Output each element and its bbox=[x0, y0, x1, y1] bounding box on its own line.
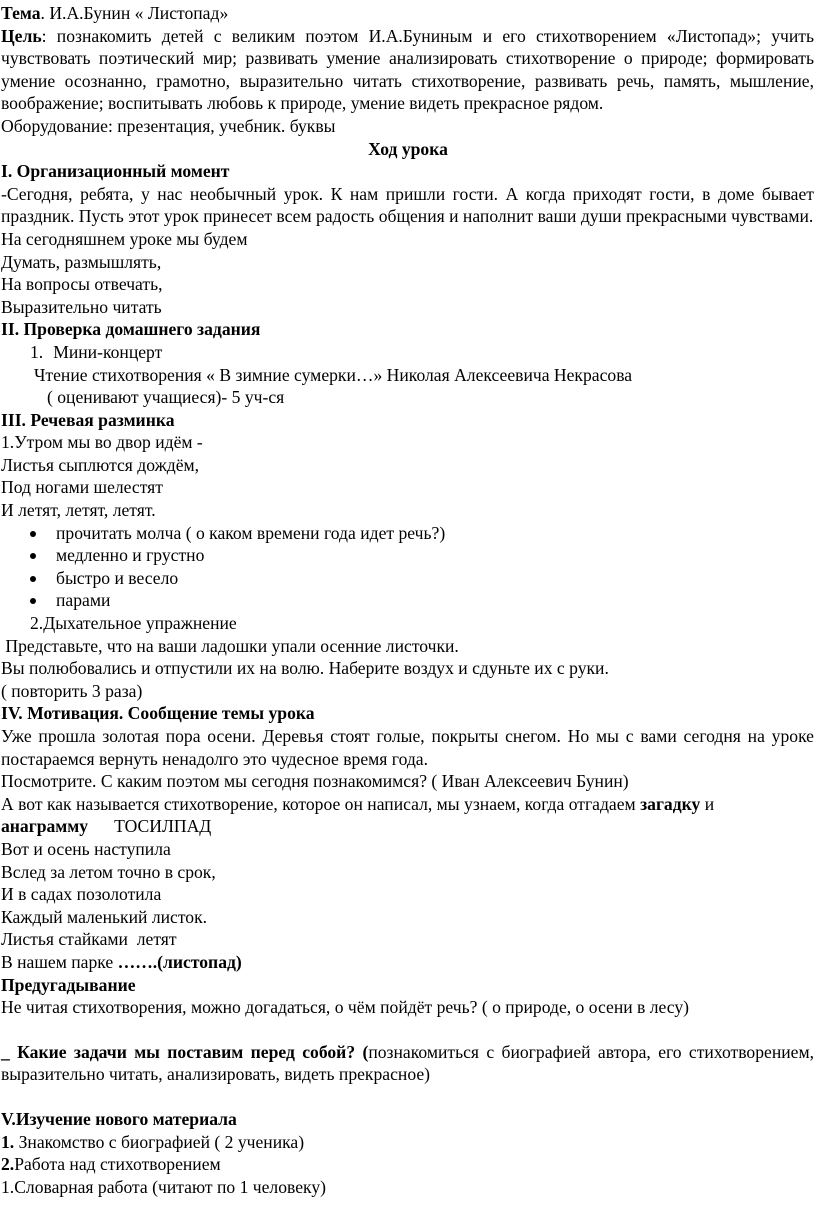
section1-line: Думать, размышлять, bbox=[1, 251, 162, 272]
bullet-text: медленно и грустно bbox=[56, 545, 205, 566]
section1-title: I. Организационный момент bbox=[1, 161, 230, 182]
riddle-line: Вот и осень наступила bbox=[1, 838, 171, 859]
course-title: Ход урока bbox=[368, 138, 448, 159]
section5-item: 1.Словарная работа (читают по 1 человеку) bbox=[1, 1176, 326, 1197]
tasks-answer: познакомиться с биографией автора, его стихотворением, выразительно читать, анализировать, видеть прекрасное) bbox=[1, 1041, 814, 1085]
section2-line1: Чтение стихотворения « В зимние сумерки…» Николая Алексеевича Некрасова bbox=[34, 364, 633, 385]
section5-item-text: Знакомство с биографией ( 2 ученика) bbox=[14, 1131, 305, 1152]
tasks-paragraph bbox=[0, 1041, 816, 1086]
bullet-icon bbox=[30, 553, 36, 559]
exercise-line: ( повторить 3 раза) bbox=[1, 680, 143, 701]
section5-item bbox=[0, 1153, 816, 1176]
bullet-icon bbox=[30, 598, 36, 604]
goal-paragraph bbox=[0, 25, 816, 115]
section5-item bbox=[0, 1131, 816, 1154]
bullet-item bbox=[0, 522, 816, 545]
riddle-line: Каждый маленький листок. bbox=[1, 906, 208, 927]
riddle-last-line bbox=[0, 951, 816, 974]
section4-intro: Уже прошла золотая пора осени. Деревья стоят голые, покрыты снегом. Но мы с вами сегодня на уроке постараемся вернуть ненадолго это чудесное время года. bbox=[1, 726, 814, 769]
topic-line bbox=[0, 2, 816, 25]
riddle-word: загадку bbox=[640, 793, 701, 814]
section2-item-number: 1. bbox=[30, 341, 44, 362]
bullet-icon bbox=[30, 531, 36, 537]
section4-question: Посмотрите. С каким поэтом мы сегодня познакомимся? ( Иван Алексеевич Бунин) bbox=[1, 771, 629, 792]
bullet-item bbox=[0, 567, 816, 590]
exercise-title: 2.Дыхательное упражнение bbox=[30, 613, 237, 634]
section2-list-item bbox=[0, 341, 816, 364]
riddle-line: Листья стайками летят bbox=[1, 929, 177, 950]
poem-line: 1.Утром мы во двор идём - bbox=[1, 432, 203, 453]
section1-line: На вопросы отвечать, bbox=[1, 274, 163, 295]
section5-item-number: 1. bbox=[1, 1131, 15, 1152]
section2-title: II. Проверка домашнего задания bbox=[1, 319, 261, 340]
riddle-intro-and: и bbox=[700, 793, 715, 814]
section3-title: III. Речевая разминка bbox=[1, 409, 175, 430]
exercise-line: Представьте, что на ваши ладошки упали осенние листочки. bbox=[1, 635, 459, 656]
bullet-text: парами bbox=[56, 590, 111, 611]
riddle-line: И в садах позолотила bbox=[1, 884, 162, 905]
section5-title: V.Изучение нового материала bbox=[1, 1108, 237, 1129]
goal-label: Цель bbox=[1, 25, 42, 46]
section2-line2: ( оценивают учащиеся)- 5 уч-ся bbox=[47, 387, 285, 408]
bullet-icon bbox=[30, 576, 36, 582]
equipment-line: Оборудование: презентация, учебник. буквы bbox=[1, 115, 336, 136]
goal-text: : познакомить детей с великим поэтом И.А.Буниным и его стихотворением «Листопад»; учить чувствовать поэтический мир; развивать умение анализировать стихотворение о природе; формировать умение осознанно, грамотно, выразительно читать стихотворение, развивать речь, память, мышление, воображение; воспитывать любовь к природе, умение видеть прекрасное рядом. bbox=[1, 25, 814, 114]
exercise-line: Вы полюбовались и отпустили их на волю. Наберите воздух и сдуньте их с руки. bbox=[1, 658, 609, 679]
section5-item-number: 2. bbox=[1, 1154, 15, 1175]
bullet-item bbox=[0, 544, 816, 567]
prediction-text: Не читая стихотворения, можно догадаться, о чём пойдёт речь? ( о природе, о осени в лесу) bbox=[1, 997, 690, 1018]
riddle-intro bbox=[0, 793, 816, 816]
bullet-text: прочитать молча ( о каком времени года идет речь?) bbox=[56, 522, 446, 543]
topic-value: . И.А.Бунин « Листопад» bbox=[40, 3, 229, 23]
section1-paragraph: -Сегодня, ребята, у нас необычный урок. К нам пришли гости. А когда приходят гости, в доме бывает праздник. Пусть этот урок принесет всем радость общения и наполнит ваши души прекрасными чувствами. bbox=[1, 183, 814, 227]
prediction-title: Предугадывание bbox=[1, 974, 136, 995]
anagram-value: ТОСИЛПАД bbox=[114, 816, 212, 837]
riddle-intro-text: А вот как называется стихотворение, которое он написал, мы узнаем, когда отгадаем bbox=[1, 793, 641, 814]
poem-line: И летят, летят, летят. bbox=[1, 500, 156, 521]
poem-line: Листья сыплются дождём, bbox=[1, 454, 200, 475]
anagram-line bbox=[0, 815, 816, 838]
section1-line: На сегодняшнем уроке мы будем bbox=[1, 228, 248, 249]
section4-title: IV. Мотивация. Сообщение темы урока bbox=[1, 703, 315, 724]
tasks-question: _ Какие задачи мы поставим перед собой? ( bbox=[1, 1041, 369, 1062]
riddle-last-text: В нашем парке bbox=[1, 951, 118, 972]
section2-item-text: Мини-концерт bbox=[53, 341, 163, 362]
riddle-line: Вслед за летом точно в срок, bbox=[1, 861, 216, 882]
section5-item-text: Работа над стихотворением bbox=[14, 1154, 221, 1175]
anagram-word: анаграмму bbox=[1, 816, 89, 837]
poem-line: Под ногами шелестят bbox=[1, 477, 163, 498]
topic-label: Тема bbox=[1, 3, 41, 23]
bullet-item bbox=[0, 589, 816, 612]
riddle-answer: …….(листопад) bbox=[117, 951, 242, 972]
bullet-text: быстро и весело bbox=[56, 567, 179, 588]
section1-line: Выразительно читать bbox=[1, 296, 162, 317]
